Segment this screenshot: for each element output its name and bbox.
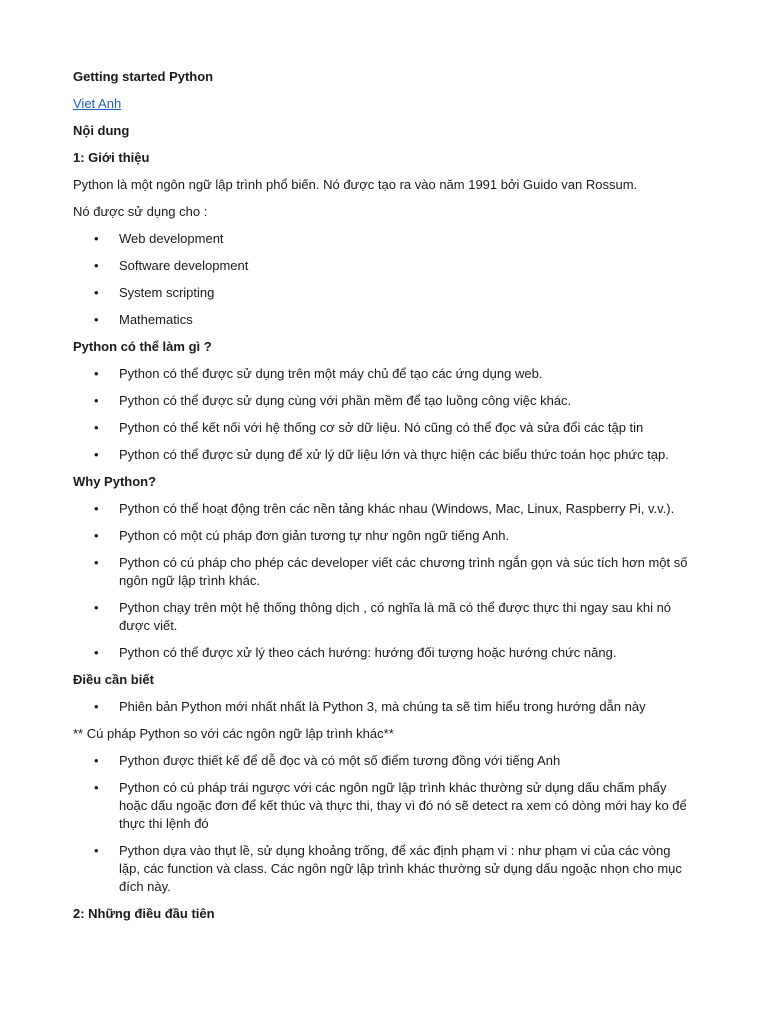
why-python-heading: Why Python?	[73, 474, 157, 489]
need-to-know-heading: Điều cần biết	[73, 672, 154, 687]
what-can-list	[73, 365, 693, 464]
list-item: • Python chạy trên một hệ thống thông dịch , có nghĩa là mã có thể được thực thi ngay sau khi nó được viết.	[73, 599, 693, 635]
list-item: • Python có một cú pháp đơn giản tương tự như ngôn ngữ tiếng Anh.	[73, 527, 693, 545]
list-item: • Python có thể được sử dụng để xử lý dữ liệu lớn và thực hiện các biểu thức toán học phức tạp.	[73, 446, 693, 464]
list-item: • Python có thể được sử dụng cùng với phần mềm để tạo luồng công việc khác.	[73, 392, 693, 410]
list-item: • Python có cú pháp trái ngược với các ngôn ngữ lập trình khác thường sử dụng dấu chấm phẩy hoặc dấu ngoặc đơn để kết thúc và thực thi, thay vì đó nó sẽ detect ra xem có dòng mới hay ko để thực thi lệnh đó	[73, 779, 693, 833]
document-title: Getting started Python	[73, 69, 214, 84]
section-2-heading: 2: Những điều đầu tiên	[73, 906, 215, 921]
list-item: • Phiên bản Python mới nhất nhất là Python 3, mà chúng ta sẽ tìm hiểu trong hướng dẫn này	[73, 698, 693, 716]
what-can-heading: Python có thể làm gì ?	[73, 339, 212, 354]
document-page	[73, 68, 693, 932]
list-item: • Python có cú pháp cho phép các developer viết các chương trình ngắn gọn và súc tích hơn một số ngôn ngữ lập trình khác.	[73, 554, 693, 590]
list-item: • Python dựa vào thụt lề, sử dụng khoảng trống, để xác định phạm vi : như phạm vi của các vòng lặp, các function và class. Các ngôn ngữ lập trình khác thường sử dụng dấu ngoặc nhọn cho mục đích này.	[73, 842, 693, 896]
list-item: • System scripting	[73, 284, 693, 302]
uses-list	[73, 230, 693, 329]
list-item: • Web development	[73, 230, 693, 248]
syntax-heading: ** Cú pháp Python so với các ngôn ngữ lập trình khác**	[73, 726, 394, 741]
list-item: • Python có thể được xử lý theo cách hướng: hướng đối tượng hoặc hướng chức năng.	[73, 644, 693, 662]
list-item: • Python được thiết kế để dễ đọc và có một số điểm tương đồng với tiếng Anh	[73, 752, 693, 770]
author-paragraph	[73, 95, 693, 113]
used-for-paragraph: Nó được sử dụng cho :	[73, 204, 208, 219]
list-item: • Software development	[73, 257, 693, 275]
list-item: • Python có thể kết nối với hệ thống cơ sở dữ liệu. Nó cũng có thể đọc và sửa đổi các tập tin	[73, 419, 693, 437]
need-to-know-list	[73, 698, 693, 716]
why-python-list	[73, 500, 693, 662]
list-item: • Python có thể hoạt động trên các nền tảng khác nhau (Windows, Mac, Linux, Raspberry Pi, v.v.).	[73, 500, 693, 518]
section-1-heading: 1: Giới thiệu	[73, 150, 150, 165]
syntax-list	[73, 752, 693, 896]
author-link[interactable]: Viet Anh	[73, 96, 122, 111]
intro-paragraph: Python là một ngôn ngữ lập trình phổ biến. Nó được tạo ra vào năm 1991 bởi Guido van Rossum.	[73, 177, 638, 192]
list-item: • Python có thể được sử dụng trên một máy chủ để tạo các ứng dụng web.	[73, 365, 693, 383]
contents-heading: Nội dung	[73, 123, 130, 138]
list-item: • Mathematics	[73, 311, 693, 329]
